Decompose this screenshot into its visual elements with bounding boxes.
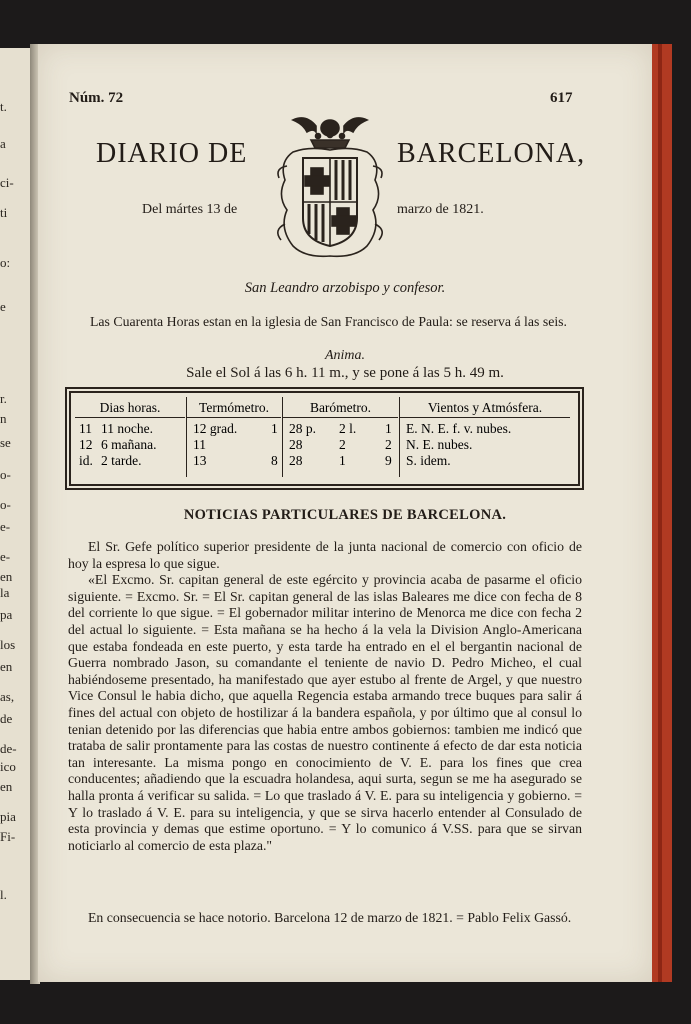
left-page-text-fragment: en xyxy=(0,569,13,584)
left-page-text-fragment: se xyxy=(0,435,11,450)
left-page-text-fragment: ti xyxy=(0,205,8,220)
closing-paragraph xyxy=(68,910,582,927)
sunrise-sunset-line: Sale el Sol á las 6 h. 11 m., y se pone á las 5 h. 49 m. xyxy=(186,365,504,381)
left-page-text-fragment: Fi- xyxy=(0,829,16,844)
weather-cell-term-deg: 12 grad. xyxy=(193,421,238,436)
weather-cell-dia: 11 xyxy=(79,421,92,436)
newspaper-page xyxy=(38,44,652,982)
left-page-text-fragment: la xyxy=(0,585,10,600)
left-page-text-fragment: de- xyxy=(0,741,17,756)
section-title: NOTICIAS PARTICULARES DE BARCELONA. xyxy=(183,507,507,523)
weather-cell-bar-main: 28 p. xyxy=(289,421,316,436)
left-page-text-fragment: n xyxy=(0,411,7,426)
weather-cell-bar-lin: 2 l. xyxy=(339,421,357,436)
barcelona-coat-of-arms-icon xyxy=(271,106,389,266)
article-paragraph-2: «El Excmo. Sr. capitan general de este egército y provincia acaba de pasarme el oficio siguiente. = Excmo. Sr. = El Sr. capitan general de las islas Baleares me dice con fecha de 8 del corriente lo que sigue. = El gobernador militar interino de Menorca me dice con fecha 2 del actual lo siguiente. = Esta mañana se ha hecho á la vela la Division Anglo-Americana que estaba fondeada en este puerto, y esta tarde ha entrado en el el bergantin nacional de Guerra nombrado Jason, su comandante el teniente de navio D. Pedro Micheo, el cual habiéndoseme presentado, ha manifestado que ayer estubo al frente de Argel, y que nuestro Vice Consul le habia dicho, que aquella Regencia estaba armando trece buques para salir á fines del actual con objeto de hostilizar á la bandera española, y por último que al consul lo tenian detenido por las diferencias que habia entre ambos gobiernos: tambien me indicó que trataba de salir prontamente para las costas de nuestro continente á efecto de dar esta noticia tan interesante. La misma pongo en conocimiento de V. E. para los fines que crea conducentes; añadiendo que la escuadra holandesa, aqui surta, segun se me ha asegurado se halla pronta á verificar su salida. = Lo que traslado á V. E. para su inteligencia y gobierno. = Y lo traslado á V. E. para su inteligencia, y que se sirva hacerlo entender al Consulado de esta provincia y demas que estime oportuno. = Y lo comunico á V.SS. para que se sirvan noticiarlo al comercio de esta plaza." xyxy=(68,572,582,853)
column-divider xyxy=(282,397,283,477)
issue-number: Núm. 72 xyxy=(69,90,124,106)
left-page-text-fragment: e xyxy=(0,299,6,314)
weather-cell-bar-frac: 1 xyxy=(385,421,392,436)
weather-header-barometer: Barómetro. xyxy=(283,399,398,418)
left-page-text-fragment: o- xyxy=(0,497,11,512)
weather-cell-hora: 2 tarde. xyxy=(101,453,142,468)
anima-line: Anima. xyxy=(324,348,366,363)
weather-cell-hora: 6 mañana. xyxy=(101,437,157,452)
column-divider xyxy=(186,397,187,477)
page-number: 617 xyxy=(550,90,573,106)
weather-cell-dia: id. xyxy=(79,453,93,468)
weather-cell-term-frac: 1 xyxy=(271,421,278,436)
weather-cell-dia: 12 xyxy=(79,437,93,452)
closing-text: En consecuencia se hace notorio. Barcelona 12 de marzo de 1821. = Pablo Felix Gassó. xyxy=(88,910,572,925)
left-page-text-fragment: o- xyxy=(0,467,11,482)
left-page-text-fragment: de xyxy=(0,711,13,726)
left-page-text-fragment: pa xyxy=(0,607,13,622)
weather-cell-hora: 11 noche. xyxy=(101,421,153,436)
weather-cell-bar-main: 28 xyxy=(289,437,303,452)
weather-cell-wind: E. N. E. f. v. nubes. xyxy=(406,421,512,436)
weather-cell-wind: S. idem. xyxy=(406,453,451,468)
weather-cell-wind: N. E. nubes. xyxy=(406,437,473,452)
left-page-text-fragment: en xyxy=(0,659,13,674)
left-page-text-fragment: los xyxy=(0,637,16,652)
weather-cell-term-frac: 8 xyxy=(271,453,278,468)
left-page-text-fragment: l. xyxy=(0,887,7,902)
left-page-text-fragment: t. xyxy=(0,99,7,114)
left-page-text-fragment: ico xyxy=(0,759,16,774)
weather-header-days: Dias horas. xyxy=(75,399,185,418)
left-page-text-fragment: pia xyxy=(0,809,16,824)
article-body xyxy=(68,539,582,854)
left-page-text-fragment: as, xyxy=(0,689,15,704)
weather-cell-bar-lin: 2 xyxy=(339,437,346,452)
date-right: marzo de 1821. xyxy=(397,202,484,217)
weather-table xyxy=(69,391,580,488)
left-page-text-fragment: o: xyxy=(0,255,11,270)
weather-header-thermometer: Termómetro. xyxy=(187,399,281,418)
left-facing-page xyxy=(0,48,32,980)
masthead-title-right: BARCELONA, xyxy=(397,138,586,169)
left-page-text-fragment: en xyxy=(0,779,13,794)
column-divider xyxy=(399,397,400,477)
left-page-text-fragment: a xyxy=(0,136,6,151)
forty-hours-notice: Las Cuarenta Horas estan en la iglesia de San Francisco de Paula: se reserva á las seis. xyxy=(90,314,567,329)
weather-cell-term-deg: 11 xyxy=(193,437,206,452)
weather-header-wind: Vientos y Atmósfera. xyxy=(400,399,570,418)
weather-cell-bar-frac: 2 xyxy=(385,437,392,452)
weather-cell-bar-frac: 9 xyxy=(385,453,392,468)
left-page-text-fragment: e- xyxy=(0,519,11,534)
weather-cell-bar-lin: 1 xyxy=(339,453,346,468)
article-paragraph-1: El Sr. Gefe político superior presidente de la junta nacional de comercio con oficio de hoy la espresa lo que sigue. xyxy=(68,539,582,571)
page-edge xyxy=(652,44,672,982)
date-left: Del mártes 13 de xyxy=(142,202,238,217)
left-page-text-fragment: ci- xyxy=(0,175,14,190)
masthead-title-left: DIARIO DE xyxy=(96,138,248,169)
page-edge-shadow xyxy=(658,44,662,982)
weather-cell-bar-main: 28 xyxy=(289,453,303,468)
saint-of-the-day: San Leandro arzobispo y confesor. xyxy=(244,280,446,296)
left-page-text-fragment: r. xyxy=(0,391,7,406)
left-page-text-fragment: e- xyxy=(0,549,11,564)
weather-cell-term-deg: 13 xyxy=(193,453,207,468)
